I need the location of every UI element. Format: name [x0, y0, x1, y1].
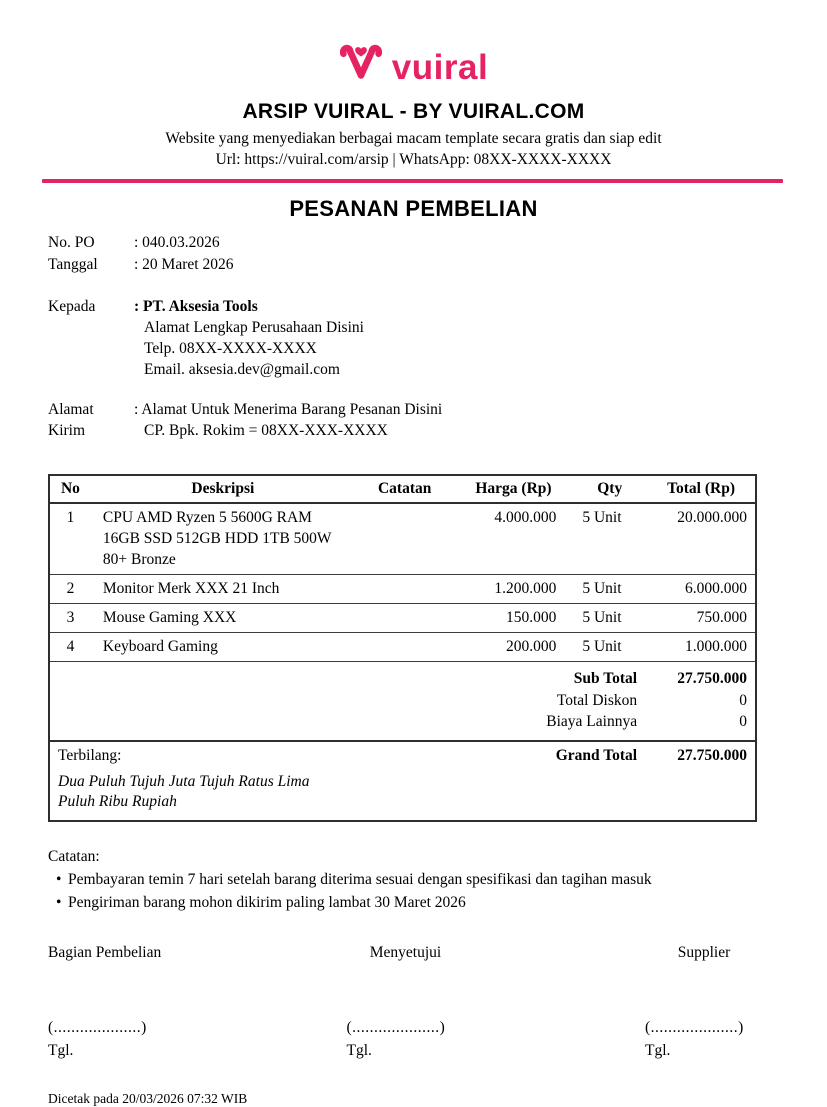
table-row [49, 604, 756, 633]
signature-title: Bagian Pembelian [48, 943, 162, 961]
cell-qty: 5 Unit [572, 575, 647, 604]
signature-placeholder: (....................) [346, 1018, 446, 1036]
signature-placeholder: (....................) [48, 1018, 147, 1036]
signature-title: Supplier [677, 943, 731, 961]
summary-row [49, 662, 756, 741]
cell-no: 3 [49, 604, 91, 633]
po-number-row [48, 232, 827, 254]
terbilang-cell [49, 741, 455, 821]
signature-date-label: Tgl. [48, 1041, 74, 1059]
desc-line: Monitor Merk XXX 21 Inch [102, 580, 280, 597]
signature-placeholder: (....................) [645, 1018, 744, 1036]
col-header-no: No [49, 475, 91, 503]
shipping-block [48, 399, 827, 441]
terbilang-line: Dua Puluh Tujuh Juta Tujuh Ratus Lima [58, 772, 310, 790]
cell-deskripsi [91, 633, 355, 662]
notes-section [48, 846, 827, 913]
col-header-qty: Qty [572, 475, 647, 503]
cell-no: 1 [66, 509, 75, 526]
cell-no: 4 [49, 633, 91, 662]
col-header-harga: Harga (Rp) [455, 475, 573, 503]
cell-total: 6.000.000 [647, 575, 756, 604]
shipping-contact-person: CP. Bpk. Rokim = 08XX-XXX-XXXX [144, 422, 388, 439]
po-date-row [48, 254, 827, 276]
desc-line: 80+ Bronze [102, 551, 176, 568]
signature-col-supplier [645, 943, 763, 1061]
grand-total-label: Grand Total [455, 741, 648, 821]
signature-date-label: Tgl. [645, 1041, 671, 1059]
po-number-label: No. PO [48, 234, 95, 251]
subtotal-value: 27.750.000 [677, 670, 747, 687]
po-date-label: Tanggal [48, 256, 98, 273]
terbilang-label: Terbilang: [58, 746, 122, 764]
signature-section [48, 943, 763, 1061]
terbilang-line: Puluh Ribu Rupiah [58, 792, 177, 810]
note-item [48, 870, 827, 890]
items-table [48, 474, 757, 822]
page-title: PESANAN PEMBELIAN [289, 196, 538, 221]
cell-harga: 4.000.000 [494, 509, 557, 526]
biaya-label: Biaya Lainnya [546, 713, 638, 730]
printed-timestamp: Dicetak pada 20/03/2026 07:32 WIB [48, 1090, 248, 1106]
cell-total: 1.000.000 [647, 633, 756, 662]
signature-col-bagian-pembelian [48, 943, 166, 1061]
letterhead-contact: Url: https://vuiral.com/arsip | WhatsApp: 08XX-XXXX-XXXX [215, 151, 612, 168]
summary-labels [455, 662, 648, 741]
cell-catatan [355, 633, 455, 662]
recipient-details [134, 296, 827, 380]
col-header-catatan: Catatan [355, 475, 455, 503]
recipient-row [48, 296, 827, 380]
desc-line: Keyboard Gaming [102, 638, 218, 655]
shipping-row [48, 399, 827, 441]
grand-total-row [49, 741, 756, 821]
recipient-name: : PT. Aksesia Tools [134, 298, 258, 315]
letterhead-subtitle: Website yang menyediakan berbagai macam template secara gratis dan siap edit [165, 130, 662, 147]
cell-catatan [355, 503, 455, 575]
grand-total-value: 27.750.000 [647, 741, 756, 821]
cell-catatan [355, 575, 455, 604]
cell-harga: 1.200.000 [455, 575, 573, 604]
col-header-deskripsi: Deskripsi [91, 475, 355, 503]
note-text: Pembayaran temin 7 hari setelah barang diterima sesuai dengan spesifikasi dan tagihan masuk [68, 870, 652, 888]
cell-harga: 150.000 [455, 604, 573, 633]
note-item [48, 893, 827, 913]
cell-qty: 5 Unit [582, 509, 622, 526]
subtotal-label: Sub Total [573, 670, 638, 687]
cell-qty: 5 Unit [572, 633, 647, 662]
po-meta [48, 232, 827, 276]
brand-divider [42, 179, 783, 183]
cell-harga: 200.000 [455, 633, 573, 662]
diskon-value: 0 [739, 691, 747, 709]
notes-title: Catatan: [48, 847, 100, 865]
recipient-block [48, 296, 827, 380]
terbilang-words [58, 772, 388, 812]
letterhead-title: ARSIP VUIRAL - BY VUIRAL.COM [242, 100, 585, 123]
cell-deskripsi [91, 604, 355, 633]
signature-date-label: Tgl. [346, 1041, 372, 1059]
cell-total: 750.000 [647, 604, 756, 633]
biaya-value: 0 [739, 713, 747, 730]
po-number-value: : 040.03.2026 [134, 234, 220, 251]
recipient-address: Alamat Lengkap Perusahaan Disini [144, 319, 364, 336]
col-header-total: Total (Rp) [647, 475, 756, 503]
shipping-address: : Alamat Untuk Menerima Barang Pesanan Disini [134, 401, 443, 418]
vuiral-logo [0, 40, 827, 88]
recipient-phone: Telp. 08XX-XXXX-XXXX [144, 340, 317, 357]
shipping-label: Alamat Kirim [48, 401, 94, 439]
cell-no: 2 [49, 575, 91, 604]
vuiral-heart-v-icon [339, 43, 383, 85]
table-header-row [49, 475, 756, 503]
summary-spacer [49, 662, 455, 741]
recipient-label: Kepada [48, 298, 96, 315]
signature-title: Menyetujui [369, 943, 442, 961]
vuiral-wordmark: vuiral [391, 47, 489, 87]
shipping-details [134, 399, 827, 441]
letterhead [0, 40, 827, 183]
note-text: Pengiriman barang mohon dikirim paling lambat 30 Maret 2026 [68, 893, 466, 911]
cell-total: 20.000.000 [677, 509, 747, 526]
cell-qty: 5 Unit [572, 604, 647, 633]
po-date-value: : 20 Maret 2026 [134, 256, 234, 273]
bullet-icon: • [56, 893, 62, 911]
desc-line: Mouse Gaming XXX [102, 609, 237, 626]
cell-deskripsi [91, 575, 355, 604]
recipient-email: Email. aksesia.dev@gmail.com [144, 361, 340, 378]
table-row [49, 503, 756, 575]
desc-line: CPU AMD Ryzen 5 5600G RAM [102, 509, 312, 526]
cell-catatan [355, 604, 455, 633]
summary-values [647, 662, 756, 741]
desc-line: 16GB SSD 512GB HDD 1TB 500W [102, 530, 332, 547]
table-row [49, 633, 756, 662]
cell-deskripsi [91, 503, 355, 575]
table-row [49, 575, 756, 604]
diskon-label: Total Diskon [556, 691, 638, 709]
signature-col-menyetujui [347, 943, 465, 1061]
bullet-icon: • [56, 870, 62, 888]
